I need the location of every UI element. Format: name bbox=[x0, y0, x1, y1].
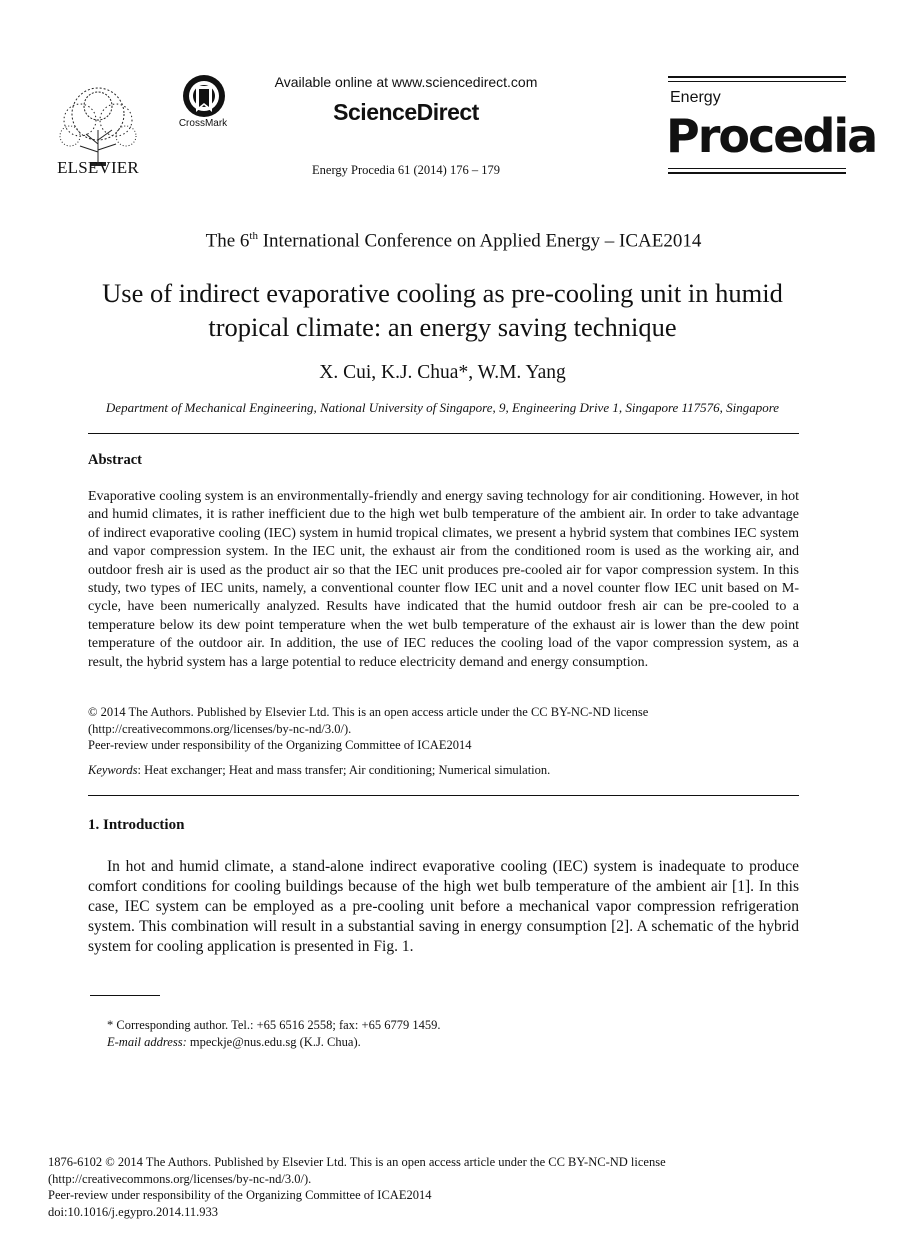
journal-logo-bottom-rule bbox=[668, 172, 846, 174]
footnote-rule bbox=[90, 995, 160, 996]
keywords-label: Keywords bbox=[88, 763, 138, 777]
journal-logo-small: Energy bbox=[670, 89, 721, 106]
abstract-heading: Abstract bbox=[88, 452, 142, 468]
available-online-link[interactable]: Available online at www.sciencedirect.com bbox=[274, 74, 538, 90]
license-link[interactable]: (http://creativecommons.org/licenses/by-nc-nd/3.0/). bbox=[88, 721, 352, 736]
keywords bbox=[88, 762, 799, 779]
author-list: X. Cui, K.J. Chua*, W.M. Yang bbox=[319, 362, 566, 383]
journal-logo-top-rule bbox=[668, 76, 846, 78]
keywords-list: : Heat exchanger; Heat and mass transfer; Air conditioning; Numerical simulation. bbox=[137, 763, 551, 777]
section-heading: 1. Introduction bbox=[88, 817, 185, 833]
journal-logo-top-rule-thin bbox=[668, 81, 846, 82]
divider bbox=[88, 795, 799, 796]
elsevier-wordmark: ELSEVIER bbox=[57, 158, 139, 177]
copyright-line: © 2014 The Authors. Published by Elsevier Ltd. This is an open access article under the CC BY-NC-ND license bbox=[88, 705, 649, 719]
affiliation: Department of Mechanical Engineering, National University of Singapore, 9, Engineering Drive 1, Singapore 117576, Singapore bbox=[105, 400, 780, 415]
conference-name: The 6th International Conference on Applied Energy – ICAE2014 bbox=[205, 230, 702, 252]
corresponding-author-note: * Corresponding author. Tel.: +65 6516 2558; fax: +65 6779 1459. bbox=[107, 1018, 441, 1032]
paper-title: Use of indirect evaporative cooling as pre-cooling unit in humid tropical climate: an energy saving technique bbox=[102, 278, 783, 342]
footer-peer-review: Peer-review under responsibility of the Organizing Committee of ICAE2014 bbox=[48, 1188, 432, 1202]
divider bbox=[88, 433, 799, 434]
peer-review-note: Peer-review under responsibility of the Organizing Committee of ICAE2014 bbox=[88, 738, 472, 752]
footer-license-link[interactable]: (http://creativecommons.org/licenses/by-nc-nd/3.0/). bbox=[48, 1171, 312, 1186]
abstract-body: Evaporative cooling system is an environmentally-friendly and energy saving technology for air conditioning. However, in hot and humid climates, it is rather inefficient due to the high wet bulb temperature of the ambient air. In order to take advantage of indirect evaporative cooling (IEC) system in humid tropical climates, we present a hybrid system that combines IEC system and vapor compression system. In the IEC unit, the exhaust air from the conditioned room is used as the working air, and outdoor fresh air is used as the product air so that the IEC unit produces pre-cooled air for vapor compression system. In this study, two types of IEC units, namely, a conventional counter flow IEC unit and a novel counter flow IEC unit based on M-cycle, have been numerically analyzed. Results have indicated that the humid outdoor fresh air can be pre-cooled to a temperature below its dew point temperature when the wet bulb temperature of the exhaust air is lower than the dew point temperature of the outdoor air. In addition, the use of IEC reduces the cooling load of the vapor compression system, as a result, the hybrid system has a large potential to reduce electricity demand and energy consumption. bbox=[88, 489, 799, 670]
crossmark-label: CrossMark bbox=[178, 118, 228, 129]
sciencedirect-logo[interactable]: ScienceDirect bbox=[333, 99, 479, 125]
email-label: E-mail address: bbox=[107, 1035, 187, 1049]
page-footer bbox=[48, 1154, 666, 1220]
footer-doi[interactable]: doi:10.1016/j.egypro.2014.11.933 bbox=[48, 1204, 219, 1219]
introduction-body: In hot and humid climate, a stand-alone indirect evaporative cooling (IEC) system is inadequate to produce comfort conditions for cooling buildings because of the high wet bulb temperature of the ambient air [1]. In this case, IEC system can be employed as a pre-cooling unit before a mechanical vapor compression refrigeration system. This combination will result in a substantial saving in energy consumption [2]. A schematic of the hybrid system for cooling application is presented in Fig. 1. bbox=[88, 858, 799, 955]
journal-reference: Energy Procedia 61 (2014) 176 – 179 bbox=[312, 163, 500, 177]
copyright-notice bbox=[88, 704, 799, 754]
journal-logo-large: Procedia bbox=[666, 109, 877, 163]
footer-issn-line: 1876-6102 © 2014 The Authors. Published by Elsevier Ltd. This is an open access article under the CC BY-NC-ND license bbox=[48, 1155, 666, 1169]
journal-logo-bottom-rule-thin bbox=[668, 168, 846, 169]
email-address[interactable]: mpeckje@nus.edu.sg (K.J. Chua). bbox=[186, 1035, 361, 1049]
email-note bbox=[107, 1035, 361, 1050]
